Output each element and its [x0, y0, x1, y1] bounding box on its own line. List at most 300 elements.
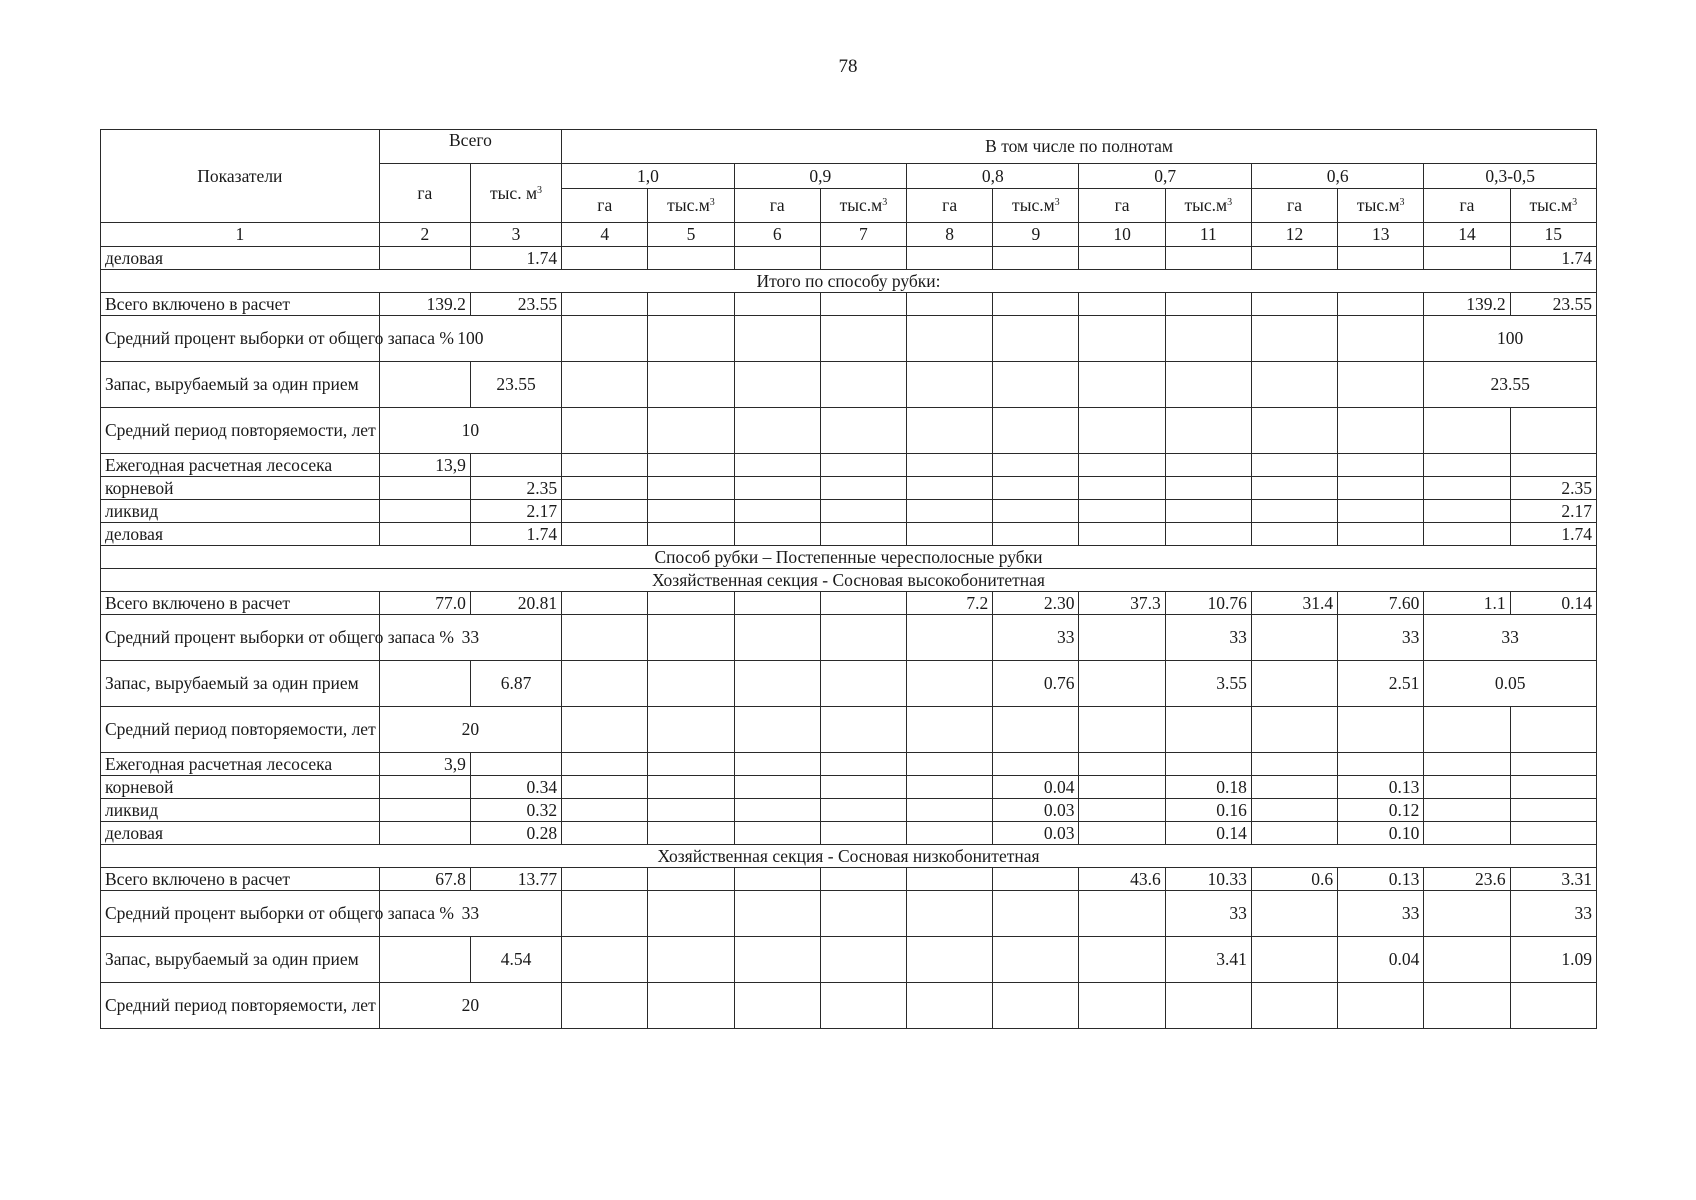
- table-row: [101, 707, 1597, 753]
- density-ha-cell: [1424, 937, 1510, 983]
- column-number: 12: [1251, 223, 1337, 247]
- density-ha-cell: 139.2: [1424, 293, 1510, 316]
- density-ha-cell: [734, 822, 820, 845]
- density-ha-cell: [907, 500, 993, 523]
- density-m3-cell: 0.14: [1165, 822, 1251, 845]
- density-m3-cell: 1.09: [1510, 937, 1596, 983]
- table-body: [101, 247, 1597, 1029]
- density-m3-cell: 1.74: [1510, 247, 1596, 270]
- table-row: [101, 868, 1597, 891]
- density-m3-cell: [1165, 523, 1251, 546]
- total-m3-cell: 2.35: [470, 477, 561, 500]
- density-ha-cell: [1251, 753, 1337, 776]
- table-row: [101, 408, 1597, 454]
- table-row: [101, 983, 1597, 1029]
- density-m3-cell: [820, 362, 906, 408]
- density-m3-cell: [648, 776, 734, 799]
- density-ha-cell: [907, 776, 993, 799]
- density-ha-cell: [1079, 983, 1165, 1029]
- section-row: [101, 569, 1597, 592]
- density-ha-cell: [1079, 661, 1165, 707]
- density-m3-cell: 23.55: [1510, 293, 1596, 316]
- density-ha-cell: [734, 661, 820, 707]
- density-m3-cell: [1510, 822, 1596, 845]
- row-label: Средний процент выборки от общего запаса %: [101, 615, 380, 661]
- header-indicators: Показатели: [101, 130, 380, 223]
- density-m3-cell: [1510, 983, 1596, 1029]
- density-m3-cell: [648, 822, 734, 845]
- table-row: [101, 753, 1597, 776]
- density-m3-cell: [1338, 454, 1424, 477]
- header-density-5: 0,6: [1251, 164, 1423, 189]
- density-ha-cell: [1079, 408, 1165, 454]
- density-m3-cell: 33: [1165, 615, 1251, 661]
- total-ha-cell: [379, 937, 470, 983]
- row-label: Средний период повторяемости, лет: [101, 408, 380, 454]
- row-label: корневой: [101, 776, 380, 799]
- density-ha-cell: [907, 661, 993, 707]
- density-m3-cell: [648, 615, 734, 661]
- total-m3-cell: 4.54: [470, 937, 561, 983]
- density-ha-cell: 37.3: [1079, 592, 1165, 615]
- column-number: 8: [907, 223, 993, 247]
- cutting-area-table: [100, 129, 1597, 1029]
- density-m3-cell: [648, 316, 734, 362]
- density-m3-cell: 33: [1510, 891, 1596, 937]
- density-ha-cell: [734, 868, 820, 891]
- density-ha-cell: [734, 477, 820, 500]
- density-m3-cell: [820, 822, 906, 845]
- density-m3-cell: [820, 615, 906, 661]
- density-m3-cell: 0.10: [1338, 822, 1424, 845]
- density-ha-cell: [907, 753, 993, 776]
- density-ha-cell: [562, 822, 648, 845]
- page-number: 78: [838, 56, 858, 77]
- density-ha-cell: [1251, 454, 1337, 477]
- total-ha-cell: [379, 247, 470, 270]
- total-m3-cell: 23.55: [470, 293, 561, 316]
- density-ha-cell: [734, 592, 820, 615]
- density-ha-cell: [1079, 937, 1165, 983]
- density-ha-cell: [907, 454, 993, 477]
- total-m3-cell: 0.32: [470, 799, 561, 822]
- density-m3-cell: [648, 592, 734, 615]
- density-m3-cell: [648, 247, 734, 270]
- density-m3-cell: [648, 799, 734, 822]
- density-ha-cell: [562, 937, 648, 983]
- density-ha-cell: [734, 247, 820, 270]
- density-ha-cell: [1424, 707, 1510, 753]
- total-m3-cell: 2.17: [470, 500, 561, 523]
- density-m3-cell: 33: [1338, 891, 1424, 937]
- density-ha-cell: [1079, 362, 1165, 408]
- total-ha-cell: 77.0: [379, 592, 470, 615]
- density-ha-cell: [734, 293, 820, 316]
- total-merged-cell: 10: [379, 408, 561, 454]
- section-row: [101, 270, 1597, 293]
- density-ha-cell: [1424, 500, 1510, 523]
- density-ha-cell: [1079, 822, 1165, 845]
- density-m3-cell: [1338, 293, 1424, 316]
- density-m3-cell: [648, 523, 734, 546]
- density-m3-cell: 0.18: [1165, 776, 1251, 799]
- density-ha-cell: [734, 776, 820, 799]
- total-ha-cell: 3,9: [379, 753, 470, 776]
- density-ha-cell: [562, 362, 648, 408]
- density-ha-cell: [1251, 523, 1337, 546]
- total-ha-cell: 67.8: [379, 868, 470, 891]
- density-ha-cell: [562, 615, 648, 661]
- density-m3-cell: [993, 983, 1079, 1029]
- density-m3-cell: 2.30: [993, 592, 1079, 615]
- density-ha-cell: [734, 799, 820, 822]
- density-m3-cell: [1338, 477, 1424, 500]
- density-ha-cell: [562, 891, 648, 937]
- header-total-ha: га: [379, 164, 470, 223]
- density-ha-cell: [1251, 316, 1337, 362]
- density-m3-cell: [1165, 316, 1251, 362]
- total-m3-cell: 6.87: [470, 661, 561, 707]
- density-m3-cell: [648, 707, 734, 753]
- density-m3-cell: [820, 891, 906, 937]
- total-m3-cell: 13.77: [470, 868, 561, 891]
- total-merged-cell: 100: [379, 316, 561, 362]
- table-row: [101, 592, 1597, 615]
- section-row: [101, 546, 1597, 569]
- row-label: Средний процент выборки от общего запаса %: [101, 316, 380, 362]
- total-m3-cell: 0.34: [470, 776, 561, 799]
- total-merged-cell: 33: [379, 891, 561, 937]
- table-row: [101, 454, 1597, 477]
- density-ha-cell: 1.1: [1424, 592, 1510, 615]
- density-m3-cell: 1.74: [1510, 523, 1596, 546]
- column-number: 1: [101, 223, 380, 247]
- density-m3-cell: [648, 500, 734, 523]
- total-merged-cell: 33: [379, 615, 561, 661]
- total-merged-cell: 20: [379, 707, 561, 753]
- table-row: [101, 661, 1597, 707]
- density-m3-cell: 2.51: [1338, 661, 1424, 707]
- density-ha-cell: [1251, 707, 1337, 753]
- column-number: 2: [379, 223, 470, 247]
- density-ha-cell: [907, 891, 993, 937]
- density-m3-cell: 3.41: [1165, 937, 1251, 983]
- density-ha-cell: [907, 822, 993, 845]
- density-m3-cell: [820, 592, 906, 615]
- column-number: 15: [1510, 223, 1596, 247]
- density-ha-cell: [562, 707, 648, 753]
- density-ha-cell: [1079, 615, 1165, 661]
- density-ha-cell: [1251, 477, 1337, 500]
- unit-m3-1: $тыс.м^3$: [648, 189, 734, 223]
- column-number: 11: [1165, 223, 1251, 247]
- density-m3-cell: [820, 477, 906, 500]
- table-row: [101, 776, 1597, 799]
- density-ha-cell: [1251, 500, 1337, 523]
- density-m3-cell: [1165, 477, 1251, 500]
- row-label: Средний период повторяемости, лет: [101, 983, 380, 1029]
- total-ha-cell: [379, 362, 470, 408]
- total-ha-cell: 139.2: [379, 293, 470, 316]
- density-ha-cell: [1251, 615, 1337, 661]
- table-row: [101, 477, 1597, 500]
- density-ha-cell: [1424, 408, 1510, 454]
- density-m3-cell: [648, 753, 734, 776]
- density-ha-cell: [1424, 822, 1510, 845]
- table-row: [101, 937, 1597, 983]
- density-ha-cell: [1251, 362, 1337, 408]
- density-m3-cell: [820, 753, 906, 776]
- density-ha-cell: [1251, 799, 1337, 822]
- column-number-row: [101, 223, 1597, 247]
- density-m3-cell: [820, 247, 906, 270]
- total-ha-cell: [379, 523, 470, 546]
- density-ha-cell: [1251, 293, 1337, 316]
- table-row: [101, 891, 1597, 937]
- density-ha-cell: [1251, 891, 1337, 937]
- row-label: ликвид: [101, 799, 380, 822]
- density-ha-cell: [562, 293, 648, 316]
- density-ha-cell: [907, 293, 993, 316]
- table-row: [101, 362, 1597, 408]
- density-ha-cell: [562, 500, 648, 523]
- density-ha-cell: 23.6: [1424, 868, 1510, 891]
- section-heading: Хозяйственная секция - Сосновая высокобонитетная: [101, 569, 1597, 592]
- density-m3-cell: 33: [1338, 615, 1424, 661]
- density-ha-cell: [1424, 776, 1510, 799]
- header-total-m3: тыс. $м^3$: [470, 164, 561, 223]
- density-ha-cell: [1424, 247, 1510, 270]
- density-m3-cell: 0.13: [1338, 868, 1424, 891]
- density-ha-cell: [907, 477, 993, 500]
- column-number: 3: [470, 223, 561, 247]
- unit-m3-6: $тыс.м^3$: [1510, 189, 1596, 223]
- density-ha-cell: [1079, 776, 1165, 799]
- table-row: [101, 293, 1597, 316]
- density-m3-cell: [648, 891, 734, 937]
- density-ha-cell: [907, 316, 993, 362]
- column-number: 7: [820, 223, 906, 247]
- density-ha-cell: [1251, 822, 1337, 845]
- density-m3-cell: [648, 983, 734, 1029]
- density-m3-cell: [648, 477, 734, 500]
- density-merged-cell: 33: [1424, 615, 1597, 661]
- density-ha-cell: [1079, 316, 1165, 362]
- section-heading: Способ рубки – Постепенные чересполосные рубки: [101, 546, 1597, 569]
- density-m3-cell: [648, 454, 734, 477]
- density-ha-cell: [1251, 983, 1337, 1029]
- header-density-3: 0,8: [907, 164, 1079, 189]
- density-merged-cell: 0.05: [1424, 661, 1597, 707]
- density-m3-cell: [993, 408, 1079, 454]
- row-label: Всего включено в расчет: [101, 868, 380, 891]
- table-row: [101, 523, 1597, 546]
- density-ha-cell: [562, 592, 648, 615]
- density-m3-cell: [648, 868, 734, 891]
- density-ha-cell: [1079, 247, 1165, 270]
- unit-ha-4: га: [1079, 189, 1165, 223]
- density-ha-cell: [1251, 247, 1337, 270]
- table-row: [101, 799, 1597, 822]
- density-ha-cell: [1424, 799, 1510, 822]
- density-ha-cell: [907, 868, 993, 891]
- density-m3-cell: 33: [1165, 891, 1251, 937]
- total-merged-cell: 20: [379, 983, 561, 1029]
- density-ha-cell: [562, 477, 648, 500]
- density-ha-cell: [734, 891, 820, 937]
- total-ha-cell: [379, 822, 470, 845]
- density-m3-cell: [820, 661, 906, 707]
- density-m3-cell: 0.03: [993, 799, 1079, 822]
- row-label: Ежегодная расчетная лесосека: [101, 753, 380, 776]
- density-m3-cell: 0.12: [1338, 799, 1424, 822]
- density-ha-cell: [1079, 293, 1165, 316]
- density-merged-cell: 23.55: [1424, 362, 1597, 408]
- density-ha-cell: 7.2: [907, 592, 993, 615]
- density-ha-cell: [907, 937, 993, 983]
- unit-ha-3: га: [907, 189, 993, 223]
- unit-m3-3: $тыс.м^3$: [993, 189, 1079, 223]
- table-row: [101, 822, 1597, 845]
- column-number: 6: [734, 223, 820, 247]
- density-m3-cell: [1165, 454, 1251, 477]
- total-ha-cell: [379, 477, 470, 500]
- density-ha-cell: [562, 408, 648, 454]
- density-m3-cell: [993, 316, 1079, 362]
- density-ha-cell: [1079, 477, 1165, 500]
- density-m3-cell: [993, 753, 1079, 776]
- density-m3-cell: [993, 891, 1079, 937]
- density-ha-cell: [734, 615, 820, 661]
- density-m3-cell: [820, 500, 906, 523]
- density-m3-cell: [993, 868, 1079, 891]
- density-ha-cell: [1251, 408, 1337, 454]
- header-density-1: 1,0: [562, 164, 734, 189]
- density-m3-cell: [820, 408, 906, 454]
- density-ha-cell: [562, 753, 648, 776]
- total-ha-cell: [379, 661, 470, 707]
- density-m3-cell: [993, 937, 1079, 983]
- row-label: Всего включено в расчет: [101, 293, 380, 316]
- density-m3-cell: [820, 316, 906, 362]
- unit-m3-4: $тыс.м^3$: [1165, 189, 1251, 223]
- density-m3-cell: 3.31: [1510, 868, 1596, 891]
- column-number: 13: [1338, 223, 1424, 247]
- density-m3-cell: [1165, 500, 1251, 523]
- column-number: 5: [648, 223, 734, 247]
- row-label: Всего включено в расчет: [101, 592, 380, 615]
- density-m3-cell: [1510, 707, 1596, 753]
- density-m3-cell: 0.03: [993, 822, 1079, 845]
- density-ha-cell: [907, 983, 993, 1029]
- section-row: [101, 845, 1597, 868]
- density-m3-cell: 10.33: [1165, 868, 1251, 891]
- density-m3-cell: 0.04: [993, 776, 1079, 799]
- column-number: 9: [993, 223, 1079, 247]
- density-ha-cell: [1251, 937, 1337, 983]
- header-density-6: 0,3-0,5: [1424, 164, 1597, 189]
- density-m3-cell: [1338, 523, 1424, 546]
- density-m3-cell: [993, 293, 1079, 316]
- density-ha-cell: [1079, 707, 1165, 753]
- density-ha-cell: 43.6: [1079, 868, 1165, 891]
- density-ha-cell: [1424, 523, 1510, 546]
- density-ha-cell: [734, 937, 820, 983]
- density-m3-cell: [820, 454, 906, 477]
- density-m3-cell: [1165, 247, 1251, 270]
- density-m3-cell: [820, 707, 906, 753]
- density-m3-cell: 2.17: [1510, 500, 1596, 523]
- density-ha-cell: [907, 362, 993, 408]
- density-ha-cell: [734, 454, 820, 477]
- row-label: ликвид: [101, 500, 380, 523]
- density-m3-cell: [820, 523, 906, 546]
- total-m3-cell: [470, 454, 561, 477]
- row-label: Запас, вырубаемый за один прием: [101, 937, 380, 983]
- density-m3-cell: 33: [993, 615, 1079, 661]
- density-m3-cell: [820, 937, 906, 983]
- density-m3-cell: [1510, 454, 1596, 477]
- density-m3-cell: [1510, 776, 1596, 799]
- density-m3-cell: [1165, 408, 1251, 454]
- row-label: корневой: [101, 477, 380, 500]
- density-m3-cell: [820, 983, 906, 1029]
- density-ha-cell: [907, 799, 993, 822]
- row-label: деловая: [101, 822, 380, 845]
- density-m3-cell: [648, 408, 734, 454]
- total-ha-cell: 13,9: [379, 454, 470, 477]
- section-heading: Итого по способу рубки:: [101, 270, 1597, 293]
- density-ha-cell: [1424, 891, 1510, 937]
- column-number: 10: [1079, 223, 1165, 247]
- density-m3-cell: [993, 454, 1079, 477]
- density-ha-cell: [562, 799, 648, 822]
- row-label: Средний период повторяемости, лет: [101, 707, 380, 753]
- density-m3-cell: [1165, 753, 1251, 776]
- unit-m3-2: $тыс.м^3$: [820, 189, 906, 223]
- density-m3-cell: [1510, 753, 1596, 776]
- density-ha-cell: [734, 500, 820, 523]
- density-ha-cell: [562, 316, 648, 362]
- density-m3-cell: 7.60: [1338, 592, 1424, 615]
- density-m3-cell: [993, 477, 1079, 500]
- total-m3-cell: 0.28: [470, 822, 561, 845]
- density-ha-cell: [734, 316, 820, 362]
- density-ha-cell: [734, 408, 820, 454]
- unit-ha-1: га: [562, 189, 648, 223]
- density-m3-cell: [993, 500, 1079, 523]
- total-m3-cell: 1.74: [470, 523, 561, 546]
- density-ha-cell: [734, 523, 820, 546]
- density-m3-cell: [1338, 316, 1424, 362]
- total-m3-cell: [470, 753, 561, 776]
- density-ha-cell: [907, 615, 993, 661]
- density-ha-cell: [562, 454, 648, 477]
- row-label: Запас, вырубаемый за один прием: [101, 362, 380, 408]
- density-ha-cell: [1079, 753, 1165, 776]
- row-label: Ежегодная расчетная лесосека: [101, 454, 380, 477]
- density-ha-cell: [734, 707, 820, 753]
- density-m3-cell: [1510, 799, 1596, 822]
- density-m3-cell: 0.76: [993, 661, 1079, 707]
- row-label: деловая: [101, 247, 380, 270]
- density-m3-cell: [648, 362, 734, 408]
- density-ha-cell: [562, 661, 648, 707]
- density-ha-cell: [1424, 477, 1510, 500]
- density-m3-cell: 0.13: [1338, 776, 1424, 799]
- table-row: [101, 316, 1597, 362]
- row-label: Средний процент выборки от общего запаса %: [101, 891, 380, 937]
